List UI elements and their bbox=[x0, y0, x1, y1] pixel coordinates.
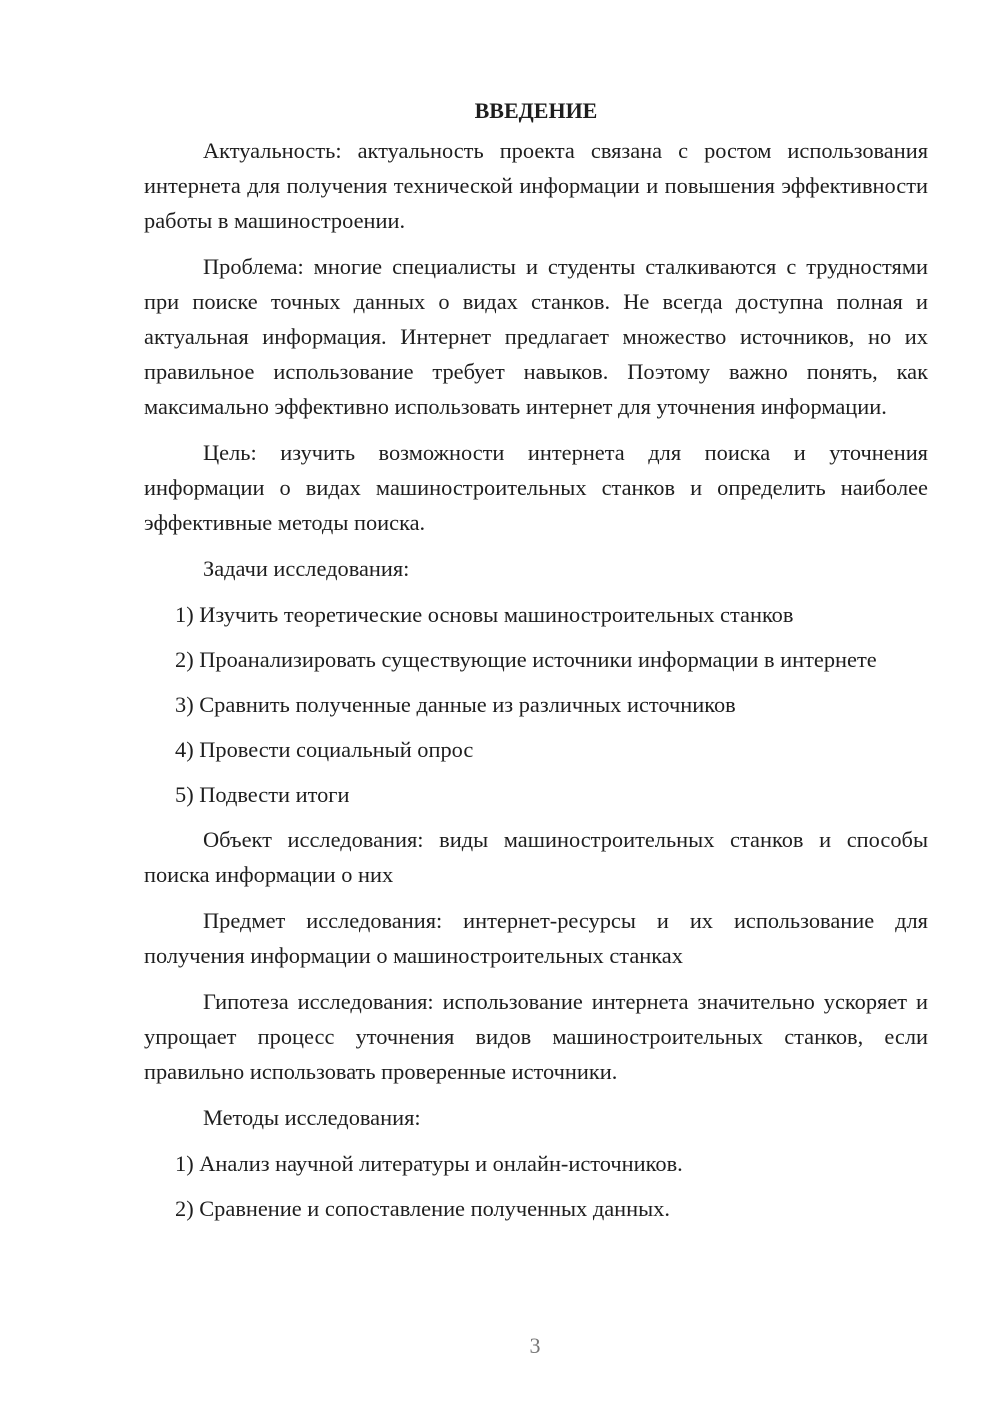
task-item: 5) Подвести итоги bbox=[175, 782, 350, 807]
subject-paragraph: Предмет исследования: интернет-ресурсы и их использование для получения информации о машиностроительных станках bbox=[144, 908, 928, 968]
problem-paragraph: Проблема: многие специалисты и студенты сталкиваются с трудностями при поиске точных данных о видах станков. Не всегда доступна полная и актуальная информация. Интернет предлагает множество источников, но их правильное использование требует навыков. Поэтому важно понять, как максимально эффективно использовать интернет для уточнения информации. bbox=[144, 254, 928, 419]
task-item: 1) Изучить теоретические основы машиностроительных станков bbox=[175, 602, 794, 627]
method-item: 1) Анализ научной литературы и онлайн-источников. bbox=[175, 1151, 683, 1176]
document-page bbox=[144, 96, 928, 1236]
task-item: 3) Сравнить полученные данные из различных источников bbox=[175, 692, 736, 717]
section-title: ВВЕДЕНИЕ bbox=[474, 98, 598, 123]
task-item: 2) Проанализировать существующие источники информации в интернете bbox=[175, 647, 877, 672]
tasks-heading: Задачи исследования: bbox=[203, 556, 410, 581]
goal-paragraph: Цель: изучить возможности интернета для поиска и уточнения информации о видах машиностроительных станков и определить наиболее эффективные методы поиска. bbox=[144, 440, 928, 535]
object-paragraph: Объект исследования: виды машиностроительных станков и способы поиска информации о них bbox=[144, 827, 928, 887]
page-number: 3 bbox=[529, 1333, 541, 1358]
hypothesis-paragraph: Гипотеза исследования: использование интернета значительно ускоряет и упрощает процесс уточнения видов машиностроительных станков, если правильно использовать проверенные источники. bbox=[144, 989, 928, 1084]
methods-heading: Методы исследования: bbox=[203, 1105, 421, 1130]
method-item: 2) Сравнение и сопоставление полученных данных. bbox=[175, 1196, 670, 1221]
task-item: 4) Провести социальный опрос bbox=[175, 737, 474, 762]
relevance-paragraph: Актуальность: актуальность проекта связана с ростом использования интернета для получения технической информации и повышения эффективности работы в машиностроении. bbox=[144, 138, 928, 233]
